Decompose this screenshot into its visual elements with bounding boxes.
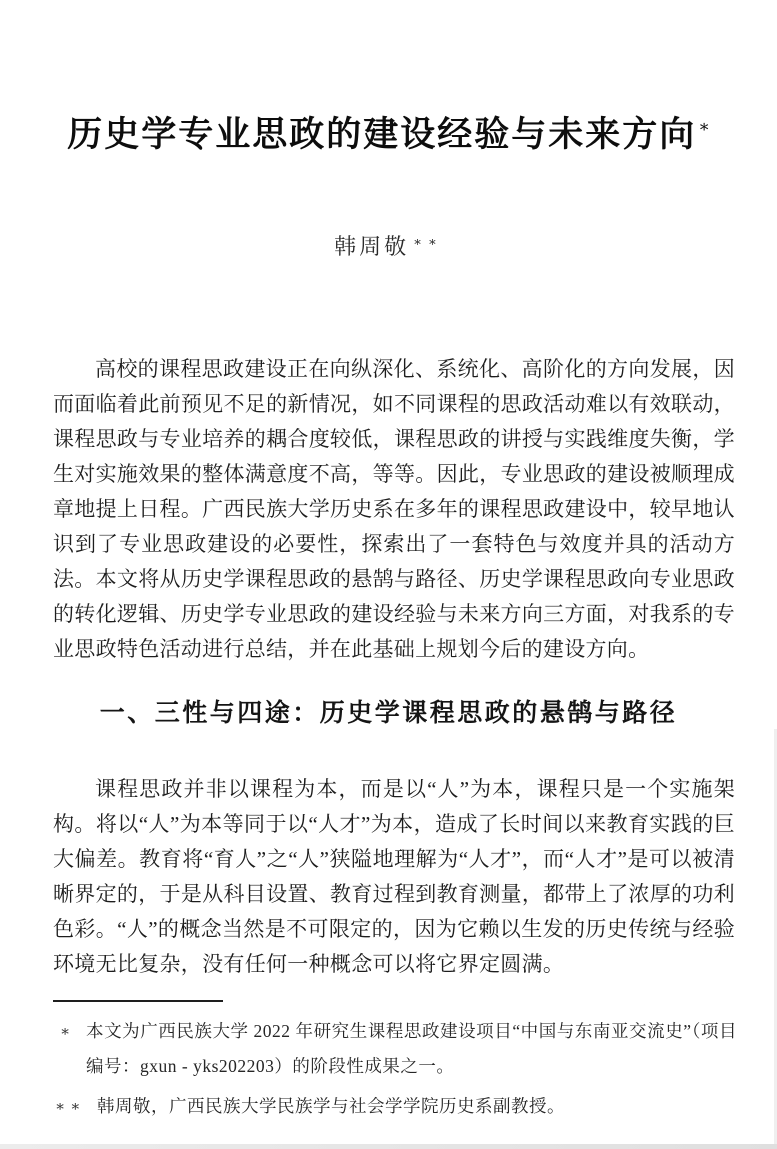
footnote-separator (53, 1000, 223, 1002)
footnote (53, 1014, 737, 1084)
footnote-text: 本文为广西民族大学 2022 年研究生课程思政建设项目“中国与东南亚交流史”（项目编号：gxun - yks202203）的阶段性成果之一。 (86, 1021, 737, 1076)
footnote (53, 1089, 737, 1124)
author-line (0, 224, 777, 265)
article-title-text: 历史学专业思政的建设经验与未来方向 (67, 115, 697, 154)
footnote-marker: ∗∗ (55, 1099, 86, 1115)
body-paragraph: 高校的课程思政建设正在向纵深化、系统化、高阶化的方向发展，因而面临着此前预见不足的新情况，如不同课程的思政活动难以有效联动，课程思政与专业培养的耦合度较低，课程思政的讲授与实践维度失衡，学生对实施效果的整体满意度不高，等等。因此，专业思政的建设被顺理成章地提上日程。广西民族大学历史系在多年的课程思政建设中，较早地认识到了专业思政建设的必要性，探索出了一套特色与效度并具的活动方法。本文将从历史学课程思政的悬鹄与路径、历史学课程思政向专业思政的转化逻辑、历史学专业思政的建设经验与未来方向三方面，对我系的专业思政特色活动进行总结，并在此基础上规划今后的建设方向。 (53, 357, 735, 661)
body-paragraph: 课程思政并非以课程为本，而是以“人”为本，课程只是一个实施架构。将以“人”为本等同于以“人才”为本，造成了长时间以来教育实践的巨大偏差。教育将“育人”之“人”狭隘地理解为“人才”，而“人才”是可以被清晰界定的，于是从科目设置、教育过程到教育测量，都带上了浓厚的功利色彩。“人”的概念当然是不可限定的，因为它赖以生发的历史传统与经验环境无比复杂，没有任何一种概念可以将它界定圆满。 (53, 777, 735, 976)
author-footnote-marker: ∗∗ (413, 234, 443, 249)
author-name: 韩周敬 (334, 234, 410, 259)
footnote-marker: ∗ (60, 1024, 71, 1040)
section-heading: 一、三性与四途：历史学课程思政的悬鹄与路径 (99, 700, 678, 727)
footnote-text: 韩周敬，广西民族大学民族学与社会学学院历史系副教授。 (97, 1096, 565, 1116)
title-footnote-marker: ∗ (698, 117, 710, 136)
article-title (0, 100, 777, 162)
